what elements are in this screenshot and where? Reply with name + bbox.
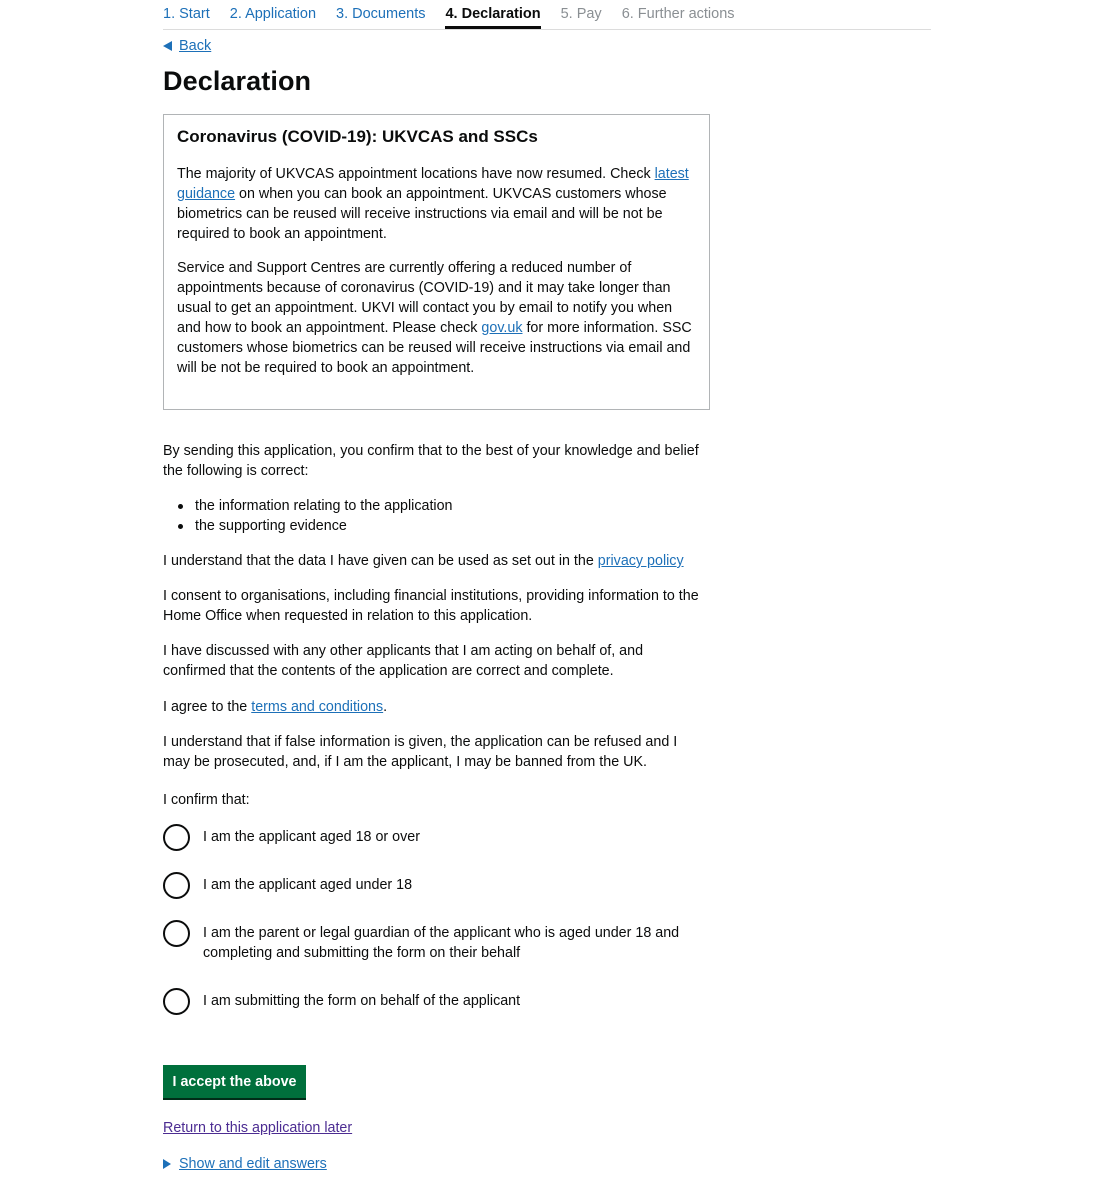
step-further-actions: 6. Further actions	[621, 6, 735, 22]
agree-text-end: .	[383, 699, 388, 715]
step-pay: 5. Pay	[560, 6, 602, 22]
declaration-bullets	[163, 496, 453, 536]
radio-option-on-behalf-of-applicant[interactable]	[163, 988, 723, 1015]
covid-notice	[163, 114, 710, 410]
confirm-label: I confirm that:	[163, 792, 250, 808]
latest-guidance-link[interactable]: latest guidance	[177, 166, 689, 202]
notice-p2-text-end: for more information. SSC customers whose biometrics can be reused will receive instructions via email and will be not be required to book an appointment.	[177, 320, 692, 376]
discussed-text: I have discussed with any other applicants that I am acting on behalf of, and confirmed that the contents of the application are correct and complete.	[163, 643, 644, 679]
accept-button[interactable]: I accept the above	[163, 1065, 306, 1098]
radio-label[interactable]: I am the parent or legal guardian of the applicant who is aged under 18 and completing and submitting the form on their behalf	[203, 925, 680, 961]
expand-triangle-icon	[163, 1159, 171, 1169]
agree-text	[163, 697, 710, 717]
radio-button[interactable]	[163, 872, 190, 899]
terms-and-conditions-link[interactable]: terms and conditions	[251, 699, 384, 715]
gov-uk-link[interactable]: gov.uk	[481, 320, 523, 336]
step-application[interactable]: 2. Application	[229, 6, 317, 22]
progress-steps	[163, 0, 931, 30]
back-arrow-icon	[163, 41, 172, 51]
notice-paragraph-ukvcas	[177, 164, 696, 244]
notice-paragraph-ssc	[177, 258, 696, 378]
radio-option-parent-or-guardian[interactable]	[163, 920, 723, 963]
notice-heading: Coronavirus (COVID-19): UKVCAS and SSCs	[177, 127, 538, 146]
notice-p2-text-start: Service and Support Centres are currently offering a reduced number of appointments because of coronavirus (COVID-19) and it may take longer than usual to get an appointment. UKVI will contact you by email to notify you when and how to book an appointment. Please check	[177, 260, 673, 336]
radio-button[interactable]	[163, 920, 190, 947]
show-edit-answers-label[interactable]: Show and edit answers	[179, 1156, 327, 1172]
data-usage-text	[163, 551, 710, 571]
step-documents[interactable]: 3. Documents	[336, 6, 426, 22]
page-title: Declaration	[163, 66, 312, 96]
declaration-intro: By sending this application, you confirm that to the best of your knowledge and belief the following is correct:	[163, 443, 699, 479]
data-usage-text-start: I understand that the data I have given can be used as set out in the	[163, 553, 598, 569]
notice-p1-text-end: on when you can book an appointment. UKVCAS customers whose biometrics can be reused will receive instructions via email and will be not be required to book an appointment.	[177, 186, 667, 242]
radio-label[interactable]: I am the applicant aged under 18	[203, 877, 413, 893]
step-declaration: 4. Declaration	[445, 6, 541, 22]
privacy-policy-link[interactable]: privacy policy	[597, 553, 684, 569]
list-item: the supporting evidence	[163, 516, 453, 536]
notice-p1-text-start: The majority of UKVCAS appointment locations have now resumed. Check	[177, 166, 655, 182]
radio-option-applicant-18-or-over[interactable]	[163, 824, 723, 851]
step-start[interactable]: 1. Start	[163, 6, 210, 22]
back-link-label: Back	[179, 38, 212, 54]
false-information-text: I understand that if false information is given, the application can be refused and I may be prosecuted, and, if I am the applicant, I may be banned from the UK.	[163, 734, 678, 770]
agree-text-start: I agree to the	[163, 699, 252, 715]
radio-button[interactable]	[163, 824, 190, 851]
radio-button[interactable]	[163, 988, 190, 1015]
back-link[interactable]	[163, 38, 211, 54]
radio-label[interactable]: I am submitting the form on behalf of the applicant	[203, 993, 521, 1009]
return-later-link[interactable]: Return to this application later	[163, 1120, 353, 1136]
consent-text: I consent to organisations, including financial institutions, providing information to the Home Office when requested in relation to this application.	[163, 588, 699, 624]
radio-option-applicant-under-18[interactable]	[163, 872, 723, 899]
list-item: the information relating to the application	[163, 496, 453, 516]
main-content	[163, 0, 931, 1172]
radio-label[interactable]: I am the applicant aged 18 or over	[203, 829, 420, 845]
show-edit-answers-toggle[interactable]	[163, 1156, 327, 1172]
